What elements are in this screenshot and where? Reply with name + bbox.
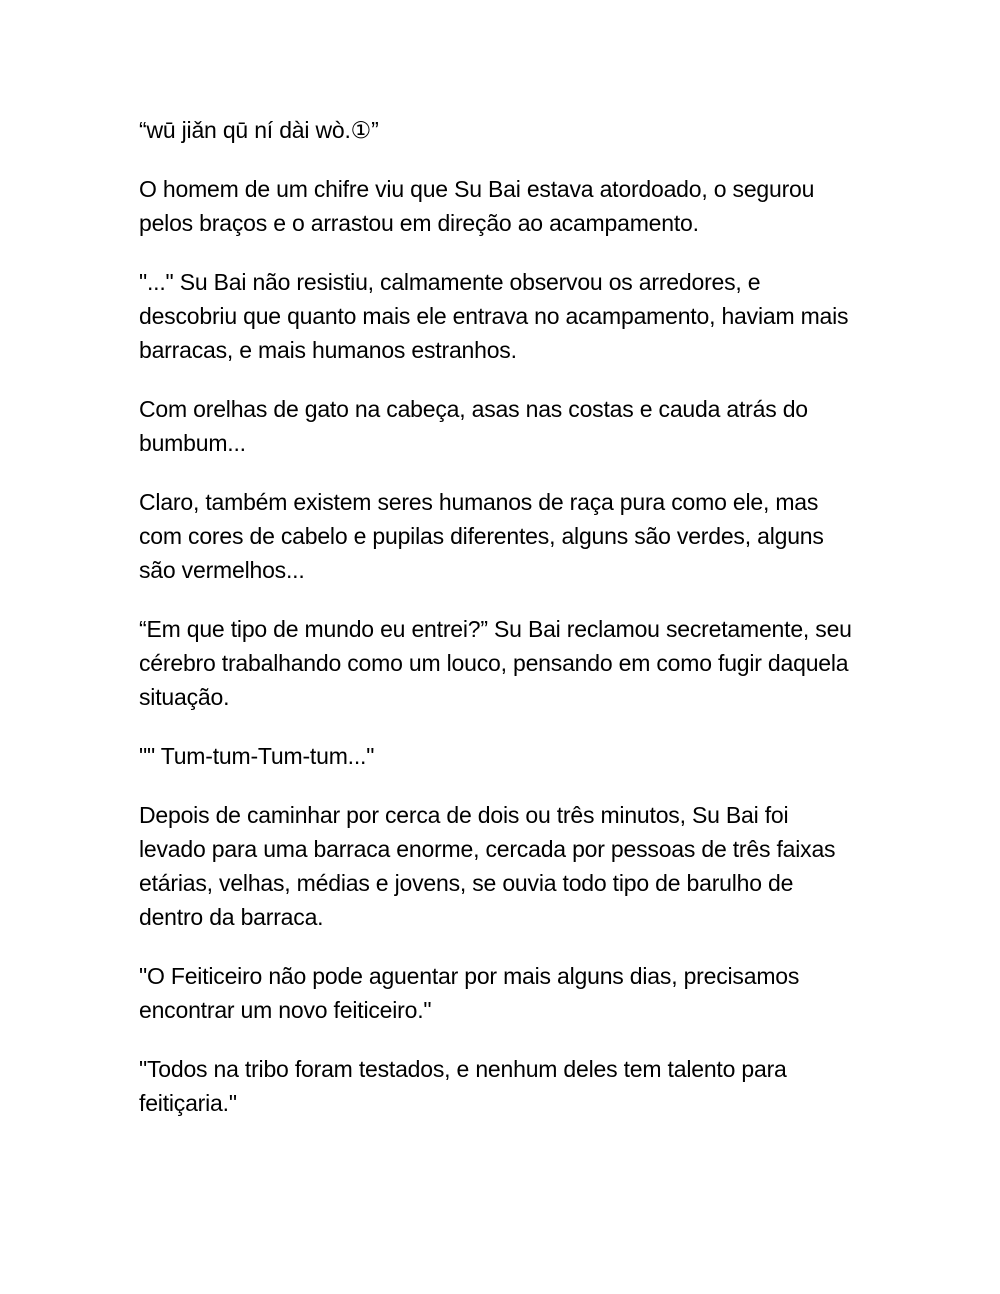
paragraph-7: "" Tum-tum-Tum-tum..." (139, 743, 375, 769)
paragraph-5: Claro, também existem seres humanos de raça pura como ele, mas com cores de cabelo e pupilas diferentes, alguns são verdes, alguns são vermelhos... (139, 489, 824, 583)
paragraph-6: “Em que tipo de mundo eu entrei?” Su Bai reclamou secretamente, seu cérebro trabalhando como um louco, pensando em como fugir daquela situação. (139, 616, 852, 710)
paragraph-3: "..." Su Bai não resistiu, calmamente observou os arredores, e descobriu que quanto mais ele entrava no acampamento, haviam mais barracas, e mais humanos estranhos. (139, 269, 849, 363)
paragraph-8: Depois de caminhar por cerca de dois ou três minutos, Su Bai foi levado para uma barraca enorme, cercada por pessoas de três faixas etárias, velhas, médias e jovens, se ouvia todo tipo de barulho de dentro da barraca. (139, 802, 836, 930)
paragraph-10: "Todos na tribo foram testados, e nenhum deles tem talento para feitiçaria." (139, 1056, 787, 1116)
paragraph-2: O homem de um chifre viu que Su Bai estava atordoado, o segurou pelos braços e o arrastou em direção ao acampamento. (139, 176, 815, 236)
paragraph-9: "O Feiticeiro não pode aguentar por mais alguns dias, precisamos encontrar um novo feiticeiro." (139, 963, 800, 1023)
paragraph-1: “wū jiǎn qū ní dài wò.①” (139, 117, 379, 143)
paragraph-4: Com orelhas de gato na cabeça, asas nas costas e cauda atrás do bumbum... (139, 396, 808, 456)
document-body (139, 113, 859, 1145)
